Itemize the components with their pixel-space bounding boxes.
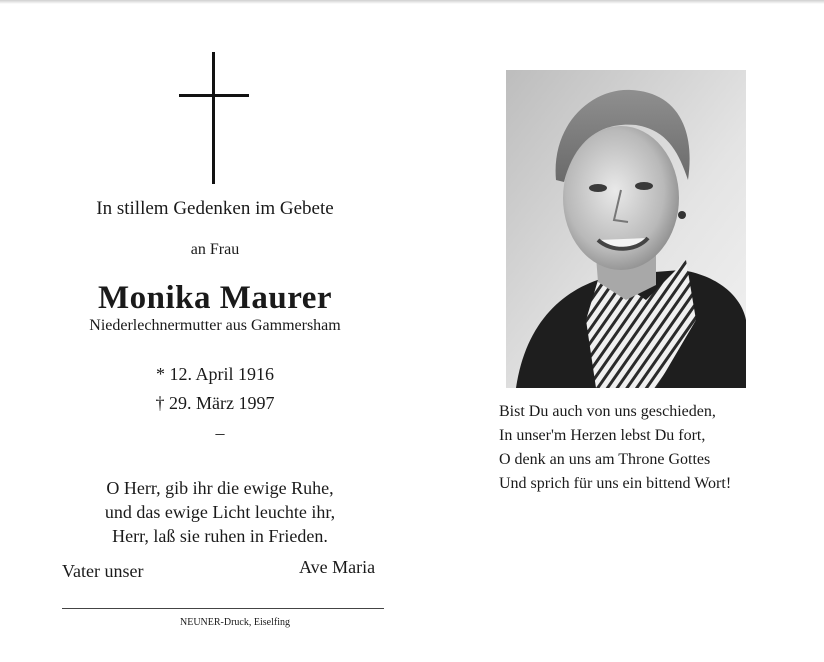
poem-line: O denk an uns am Throne Gottes	[499, 451, 711, 468]
portrait-photo	[506, 70, 746, 388]
portrait-image	[506, 70, 746, 388]
prayer-line: Herr, laß sie ruhen in Frieden.	[112, 526, 328, 546]
separator-dash: –	[215, 423, 225, 443]
footer-rule	[62, 608, 384, 609]
prayer-block	[55, 476, 385, 548]
printer-credit: NEUNER-Druck, Eiselfing	[180, 617, 290, 628]
prayer-vater-unser: Vater unser	[62, 561, 144, 581]
salutation: an Frau	[190, 241, 240, 258]
poem-block	[499, 400, 731, 496]
prayer-line: O Herr, gib ihr die ewige Ruhe,	[106, 478, 334, 498]
prayer-line: und das ewige Licht leuchte ihr,	[104, 502, 336, 522]
birth-date: * 12. April 1916	[155, 364, 274, 384]
poem-line: Und sprich für uns ein bittend Wort!	[499, 475, 732, 492]
card-top-edge	[0, 0, 824, 4]
poem-line: In unser'm Herzen lebst Du fort,	[499, 427, 706, 444]
deceased-subtitle: Niederlechnermutter aus Gammersham	[89, 317, 341, 334]
intro-line: In stillem Gedenken im Gebete	[96, 198, 334, 219]
cross-vertical-bar	[212, 52, 215, 184]
poem-line: Bist Du auch von uns geschieden,	[499, 403, 716, 420]
death-date: † 29. März 1997	[155, 393, 275, 413]
deceased-name: Monika Maurer	[97, 280, 333, 316]
prayer-ave-maria: Ave Maria	[299, 557, 376, 577]
cross-horizontal-bar	[179, 94, 249, 97]
